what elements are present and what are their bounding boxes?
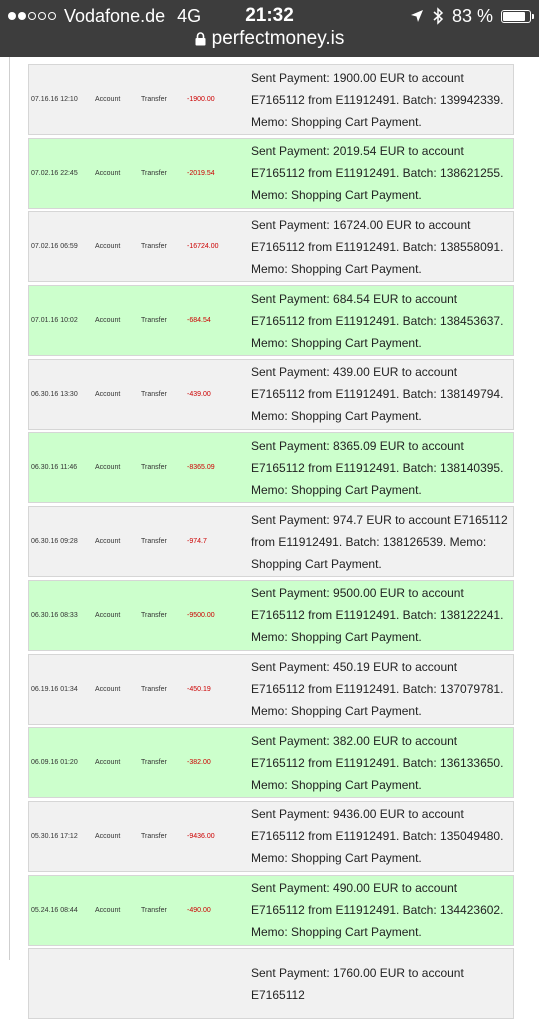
transaction-amount: -9436.00 — [187, 832, 215, 840]
table-row — [28, 138, 514, 209]
transaction-account: Account — [95, 611, 121, 619]
transaction-description: Sent Payment: 1760.00 EUR to account E7165112 — [251, 965, 464, 1002]
status-bar — [0, 0, 539, 57]
table-row — [28, 211, 514, 282]
transaction-account: Account — [95, 832, 121, 840]
transaction-account: Account — [95, 685, 121, 693]
table-row — [28, 432, 514, 503]
transaction-type: Transfer — [141, 464, 167, 472]
transaction-account: Account — [95, 96, 121, 103]
transaction-account: Account — [95, 243, 121, 251]
transaction-amount: -974.7 — [187, 538, 207, 546]
table-row — [28, 64, 514, 135]
lock-icon — [195, 32, 206, 46]
transaction-type: Transfer — [141, 169, 167, 177]
transaction-description: Sent Payment: 9436.00 EUR to account E7165112 from E11912491. Batch: 135049480. Memo: Shopping Cart Payment. — [251, 807, 504, 866]
transaction-date: 07.01.16 10:02 — [31, 317, 78, 325]
carrier-name: Vodafone.de — [64, 5, 166, 26]
transaction-amount: -439.00 — [187, 390, 211, 398]
transaction-type: Transfer — [141, 243, 167, 251]
transaction-description: Sent Payment: 16724.00 EUR to account E7165112 from E11912491. Batch: 138558091. Memo: Shopping Cart Payment. — [251, 217, 504, 276]
transaction-account: Account — [95, 390, 121, 398]
page-border-line — [9, 57, 10, 960]
transaction-type: Transfer — [141, 759, 167, 767]
battery-icon — [501, 10, 531, 23]
transaction-account: Account — [95, 538, 121, 546]
table-row — [28, 506, 514, 577]
table-row — [28, 654, 514, 725]
transaction-type: Transfer — [141, 538, 167, 546]
transaction-type: Transfer — [141, 317, 167, 325]
transaction-table — [28, 64, 514, 1022]
transaction-description: Sent Payment: 450.19 EUR to account E7165112 from E11912491. Batch: 137079781. Memo: Shopping Cart Payment. — [251, 660, 504, 718]
transaction-description: Sent Payment: 9500.00 EUR to account E7165112 from E11912491. Batch: 138122241. Memo: Shopping Cart Payment. — [251, 586, 504, 645]
table-row — [28, 727, 514, 798]
table-row — [28, 801, 514, 872]
transaction-type: Transfer — [141, 96, 167, 103]
transaction-account: Account — [95, 906, 121, 914]
transaction-amount: -450.19 — [187, 685, 211, 693]
location-arrow-icon — [410, 9, 424, 23]
address-bar[interactable] — [0, 28, 539, 50]
transaction-description: Sent Payment: 382.00 EUR to account E7165112 from E11912491. Batch: 136133650. Memo: Shopping Cart Payment. — [251, 733, 504, 792]
transaction-amount: -382.00 — [187, 759, 211, 767]
transaction-amount: -490.00 — [187, 906, 211, 914]
transaction-date: 05.24.16 08:44 — [31, 906, 78, 914]
transaction-date: 06.30.16 11:46 — [31, 464, 78, 472]
transaction-amount: -2019.54 — [187, 169, 215, 177]
battery-percent: 83 % — [451, 5, 493, 26]
transaction-account: Account — [95, 759, 121, 767]
transaction-type: Transfer — [141, 611, 167, 619]
transaction-date: 06.30.16 13:30 — [31, 390, 78, 398]
bluetooth-icon — [432, 7, 444, 25]
transaction-date: 06.30.16 09:28 — [31, 538, 78, 546]
table-row — [28, 948, 514, 1019]
transaction-account: Account — [95, 317, 121, 325]
url-text: perfectmoney.is — [211, 28, 345, 49]
table-row — [28, 285, 514, 356]
table-row — [28, 359, 514, 430]
transaction-date: 07.02.16 22:45 — [31, 169, 78, 177]
transaction-account: Account — [95, 169, 121, 177]
status-bar-right — [410, 5, 531, 27]
transaction-type: Transfer — [141, 685, 167, 693]
transaction-amount: -9500.00 — [187, 611, 215, 619]
transaction-history — [0, 57, 539, 1002]
transaction-description: Sent Payment: 1900.00 EUR to account E7165112 from E11912491. Batch: 139942339. Memo: Shopping Cart Payment. — [251, 70, 504, 129]
transaction-date: 06.30.16 08:33 — [31, 611, 78, 619]
transaction-date: 06.09.16 01:20 — [31, 759, 78, 767]
transaction-amount: -684.54 — [187, 317, 211, 325]
transaction-amount: -1900.00 — [187, 96, 215, 103]
transaction-description: Sent Payment: 439.00 EUR to account E7165112 from E11912491. Batch: 138149794. Memo: Shopping Cart Payment. — [251, 365, 504, 424]
network-type: 4G — [177, 5, 202, 26]
table-row — [28, 875, 514, 946]
transaction-date: 07.02.16 06:59 — [31, 243, 78, 251]
clock: 21:32 — [245, 5, 294, 26]
transaction-type: Transfer — [141, 906, 167, 914]
transaction-description: Sent Payment: 684.54 EUR to account E7165112 from E11912491. Batch: 138453637. Memo: Shopping Cart Payment. — [251, 291, 504, 350]
transaction-description: Sent Payment: 490.00 EUR to account E7165112 from E11912491. Batch: 134423602. Memo: Shopping Cart Payment. — [251, 881, 504, 940]
transaction-date: 06.19.16 01:34 — [31, 685, 78, 693]
table-row — [28, 580, 514, 651]
transaction-description: Sent Payment: 2019.54 EUR to account E7165112 from E11912491. Batch: 138621255. Memo: Shopping Cart Payment. — [251, 144, 504, 203]
transaction-type: Transfer — [141, 390, 167, 398]
transaction-type: Transfer — [141, 832, 167, 840]
transaction-amount: -8365.09 — [187, 464, 215, 472]
transaction-date: 05.30.16 17:12 — [31, 832, 78, 840]
transaction-description: Sent Payment: 8365.09 EUR to account E7165112 from E11912491. Batch: 138140395. Memo: Shopping Cart Payment. — [251, 438, 504, 497]
transaction-account: Account — [95, 464, 121, 472]
transaction-description: Sent Payment: 974.7 EUR to account E7165112 from E11912491. Batch: 138126539. Memo: Shopping Cart Payment. — [251, 512, 508, 571]
transaction-date: 07.16.16 12:10 — [31, 96, 78, 103]
transaction-amount: -16724.00 — [187, 243, 219, 251]
